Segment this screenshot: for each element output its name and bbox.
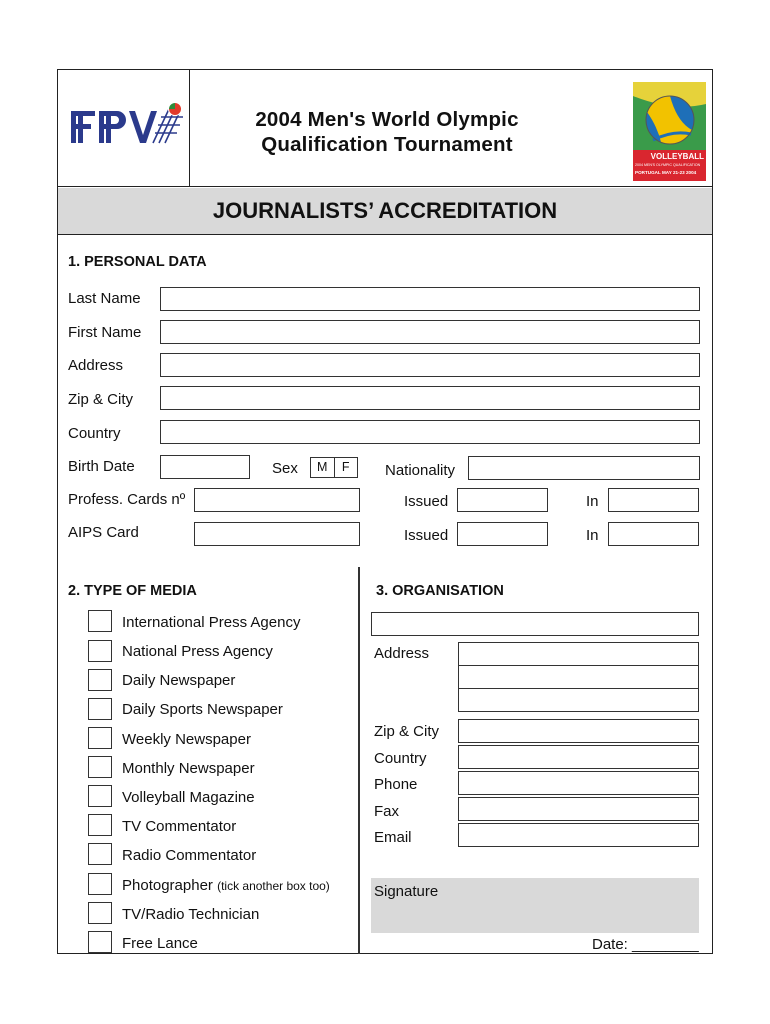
section-personal-heading: 1. PERSONAL DATA [68,254,207,270]
fpv-logo-cell [57,69,190,186]
first-name-field[interactable] [160,320,700,344]
column-divider [358,567,360,954]
sex-f-option[interactable]: F [334,458,358,477]
checkbox-monthly-newspaper[interactable] [88,756,112,778]
zip-city-field[interactable] [160,386,700,410]
org-fax-field[interactable] [458,797,699,821]
photographer-note: (tick another box too) [217,879,330,893]
option-daily-sports-newspaper: Daily Sports Newspaper [122,701,283,718]
option-radio-commentator: Radio Commentator [122,847,257,864]
org-zip-city-field[interactable] [458,719,699,743]
checkbox-tv-commentator[interactable] [88,814,112,836]
last-name-field[interactable] [160,287,700,311]
checkbox-weekly-newspaper[interactable] [88,727,112,749]
org-country-field[interactable] [458,745,699,769]
page-title [207,107,567,157]
aips-issued-label: Issued [404,527,449,544]
sex-m-option[interactable]: M [317,460,328,474]
section-media-heading: 2. TYPE OF MEDIA [68,583,197,599]
checkbox-free-lance[interactable] [88,931,112,953]
fpv-logo [57,69,190,186]
country-field[interactable] [160,420,700,444]
sex-label: Sex [272,460,298,477]
badge-line-3: PORTUGAL MAY 21-23 2004 [635,170,697,175]
org-email-field[interactable] [458,823,699,847]
aips-card-label: AIPS Card [68,524,139,541]
accreditation-banner: JOURNALISTS’ ACCREDITATION [58,188,712,235]
profess-in-label: In [586,493,599,510]
address-field[interactable] [160,353,700,377]
option-free-lance: Free Lance [122,935,198,952]
profess-cards-label: Profess. Cards nº [68,491,186,508]
profess-issued-label: Issued [404,493,449,510]
country-label: Country [68,425,121,442]
checkbox-international-press-agency[interactable] [88,610,112,632]
org-address-field-2[interactable] [458,665,699,689]
signature-label: Signature [374,883,439,900]
option-tv-radio-technician: TV/Radio Technician [122,906,260,923]
zip-city-label: Zip & City [68,391,134,408]
option-photographer [122,877,330,894]
org-email-label: Email [374,829,412,846]
badge-line-2: 2004 MEN'S OLYMPIC QUALIFICATION [635,163,701,167]
first-name-label: First Name [68,324,142,341]
organisation-name-field[interactable] [371,612,699,636]
birth-date-label: Birth Date [68,458,135,475]
option-monthly-newspaper: Monthly Newspaper [122,760,255,777]
profess-cards-field[interactable] [194,488,360,512]
aips-card-field[interactable] [194,522,360,546]
nationality-label: Nationality [385,462,456,479]
org-phone-label: Phone [374,776,418,793]
profess-issued-field[interactable] [457,488,548,512]
sex-selector[interactable] [310,457,358,478]
aips-issued-field[interactable] [457,522,548,546]
tournament-badge [633,82,706,181]
volleyball-icon [633,82,706,150]
option-international-press-agency: International Press Agency [122,614,301,631]
org-address-field-3[interactable] [458,688,699,712]
option-national-press-agency: National Press Agency [122,643,273,660]
checkbox-volleyball-magazine[interactable] [88,785,112,807]
date-label: Date: ________ [592,936,699,953]
checkbox-national-press-agency[interactable] [88,640,112,662]
org-address-label: Address [374,645,430,662]
photographer-label: Photographer [122,877,213,894]
address-label: Address [68,357,124,374]
org-phone-field[interactable] [458,771,699,795]
title-line-2: Qualification Tournament [261,133,513,156]
last-name-label: Last Name [68,290,141,307]
birth-date-field[interactable] [160,455,250,479]
option-daily-newspaper: Daily Newspaper [122,672,236,689]
checkbox-daily-sports-newspaper[interactable] [88,698,112,720]
checkbox-photographer[interactable] [88,873,112,895]
checkbox-daily-newspaper[interactable] [88,669,112,691]
org-country-label: Country [374,750,427,767]
option-tv-commentator: TV Commentator [122,818,237,835]
form-header [57,69,713,187]
aips-in-field[interactable] [608,522,699,546]
option-weekly-newspaper: Weekly Newspaper [122,731,251,748]
checkbox-tv-radio-technician[interactable] [88,902,112,924]
option-volleyball-magazine: Volleyball Magazine [122,789,255,806]
nationality-field[interactable] [468,456,700,480]
org-zip-city-label: Zip & City [374,723,440,740]
org-fax-label: Fax [374,803,400,820]
aips-in-label: In [586,527,599,544]
profess-in-field[interactable] [608,488,699,512]
badge-line-1: VOLLEYBALL [650,152,704,161]
org-address-field-1[interactable] [458,642,699,666]
section-organisation-heading: 3. ORGANISATION [376,583,504,599]
title-line-1: 2004 Men's World Olympic [255,108,519,131]
checkbox-radio-commentator[interactable] [88,843,112,865]
